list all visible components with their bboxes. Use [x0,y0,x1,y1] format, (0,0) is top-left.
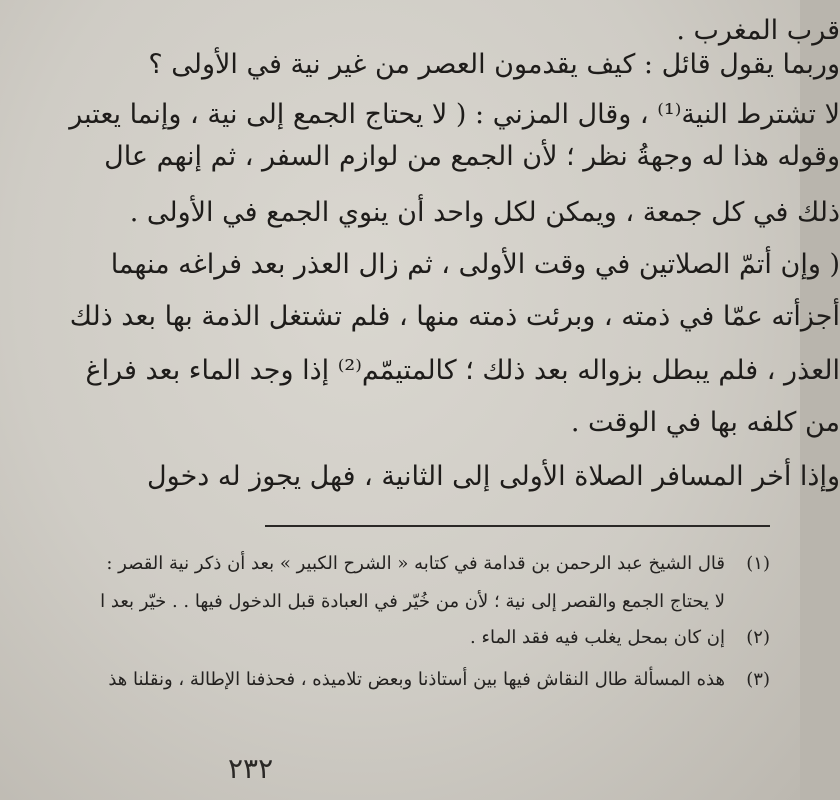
body-line: ذلك في كل جمعة ، ويمكن لكل واحد أن ينوي الجمع في الأولى . [129,197,840,228]
footnote-text: هذه المسألة طال النقاش فيها بين أستاذنا وبعض تلاميذه ، فحذفنا الإطالة ، ونقلنا هذ [108,669,725,690]
footnote-text: قال الشيخ عبد الرحمن بن قدامة في كتابه « الشرح الكبير » بعد أن ذكر نية القصر : [106,553,725,574]
footnote-number: (٢) [746,627,770,648]
footnote-number: (٣) [746,669,770,690]
footnote-text: إن كان بمحل يغلب فيه فقد الماء . [470,627,725,648]
body-line: وقوله هذا له وجهةُ نظر ؛ لأن الجمع من لوازم السفر ، ثم إنهم عال [104,141,840,172]
body-line: وإذا أخر المسافر الصلاة الأولى إلى الثانية ، فهل يجوز له دخول [147,461,840,492]
body-line: قرب المغرب . [676,15,840,46]
body-line: من كلفه بها في الوقت . [570,407,840,438]
footnote-separator [265,525,770,527]
body-line: أجزأته عمّا في ذمته ، وبرئت ذمته منها ، فلم تشتغل الذمة بها بعد ذلك [69,301,840,332]
page-number: ٢٣٢ [228,752,274,785]
body-line: لا تشترط النية⁽¹⁾ ، وقال المزني : ( لا يحتاج الجمع إلى نية ، وإنما يعتبر [69,99,840,130]
footnote-text: لا يحتاج الجمع والقصر إلى نية ؛ لأن من خُيّر في العبادة قبل الدخول فيها . . خيّر بعد ا [100,591,725,612]
body-line: ( وإن أتمّ الصلاتين في وقت الأولى ، ثم زال العذر بعد فراغه منهما [110,249,840,280]
body-line: وربما يقول قائل : كيف يقدمون العصر من غير نية في الأولى ؟ [148,49,840,80]
footnote-number: (١) [746,553,770,574]
body-line: العذر ، فلم يبطل بزواله بعد ذلك ؛ كالمتيمّم⁽²⁾ إذا وجد الماء بعد فراغ [85,355,840,386]
